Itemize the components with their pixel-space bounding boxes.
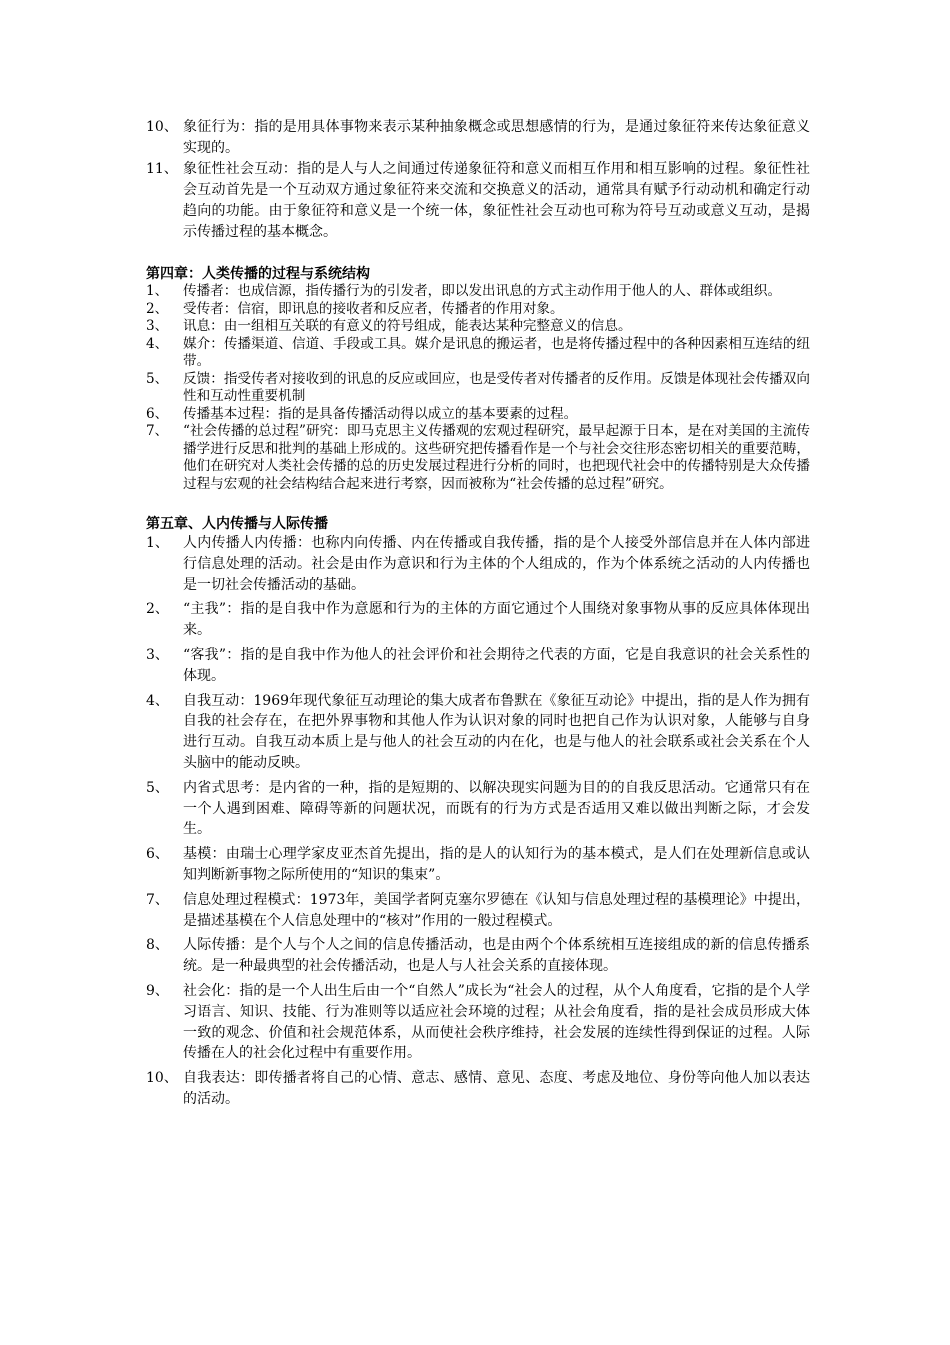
item-number: 1、 bbox=[146, 535, 169, 551]
list-item bbox=[146, 423, 810, 493]
item-text: 人际传播：是个人与个人之间的信息传播活动，也是由两个个体系统相互连接组成的新的信息传播系统。是一种最典型的社会传播活动，也是人与人社会关系的直接体现。 bbox=[183, 937, 810, 975]
item-text: 媒介：传播渠道、信道、手段或工具。媒介是讯息的搬运者，也是将传播过程中的各种因素相互连结的纽带。 bbox=[183, 335, 810, 369]
item-number: 5、 bbox=[146, 370, 169, 387]
list-item bbox=[146, 645, 810, 687]
item-text: 社会化：指的是一个人出生后由一个“自然人”成长为“社会人的过程，从个人角度看，它指的是个人学习语言、知识、技能、行为准则等以适应社会环境的过程；从社会角度看，指的是社会成员形成大体一致的观念、价值和社会规范体系，从而使社会秩序维持，社会发展的连续性得到保证的过程。人际传播在人的社会化过程中有重要作用。 bbox=[183, 982, 810, 1062]
item-number: 7、 bbox=[146, 891, 169, 908]
list-item bbox=[146, 1068, 810, 1110]
list-item bbox=[146, 890, 810, 932]
list-item bbox=[146, 844, 810, 886]
list-item bbox=[146, 935, 810, 977]
item-number: 7、 bbox=[146, 423, 169, 439]
item-number: 8、 bbox=[146, 937, 169, 954]
item-text: 象征行为：指的是用具体事物来表示某种抽象概念或思想感情的行为，是通过象征符来传达象征意义实现的。 bbox=[183, 119, 810, 156]
item-text: 传播基本过程：指的是具备传播活动得以成立的基本要素的过程。 bbox=[183, 405, 578, 422]
item-number: 3、 bbox=[146, 318, 169, 334]
item-number: 5、 bbox=[146, 779, 169, 796]
section-chapter-4 bbox=[146, 265, 810, 493]
item-number: 2、 bbox=[146, 300, 169, 317]
list-item bbox=[146, 691, 810, 774]
item-text: “社会传播的总过程”研究：即马克思主义传播观的宏观过程研究，最早起源于日本，是在对美国的主流传播学进行反思和批判的基础上形成的。这些研究把传播看作是一个与社会交往形态密切相关的重要范畴，他们在研究对人类社会传播的总的历史发展过程进行分析的同时，也把现代社会中的传播特别是大众传播过程与宏观的社会结构结合起来进行考察，因而被称为“社会传播的总过程”研究。 bbox=[183, 423, 810, 492]
chapter-heading: 第四章：人类传播的过程与系统结构 bbox=[146, 266, 370, 282]
list-item bbox=[146, 301, 810, 319]
item-text: 自我互动：1969年现代象征互动理论的集大成者布鲁默在《象征互动论》中提出，指的是人作为拥有自我的社会存在，在把外界事物和其他人作为认识对象的同时也把自己作为认识对象，人能够与自身进行互动。自我互动本质上是与他人的社会互动的内在化，也是与他人的社会联系或社会关系在个人头脑中的能动反映。 bbox=[183, 692, 810, 771]
list-item bbox=[146, 406, 810, 424]
item-number: 4、 bbox=[146, 692, 169, 709]
document-body bbox=[146, 117, 810, 1110]
list-item bbox=[146, 981, 810, 1064]
item-text: 受传者：信宿，即讯息的接收者和反应者，传播者的作用对象。 bbox=[183, 300, 564, 317]
list-item bbox=[146, 318, 810, 336]
item-number: 10、 bbox=[146, 1070, 178, 1087]
item-text: 象征性社会互动：指的是人与人之间通过传递象征符和意义而相互作用和相互影响的过程。象征性社会互动首先是一个互动双方通过象征符来交流和交换意义的活动，通常具有赋予行动动机和确定行动趋向的功能。由于象征符和意义是一个统一体，象征性社会互动也可称为符号互动或意义互动，是揭示传播过程的基本概念。 bbox=[183, 161, 810, 240]
section-chapter-5 bbox=[146, 515, 810, 1110]
item-text: 自我表达：即传播者将自己的心情、意志、感情、意见、态度、考虑及地位、身份等向他人加以表达的活动。 bbox=[183, 1070, 810, 1107]
item-text: 传播者：也成信源，指传播行为的引发者，即以发出讯息的方式主动作用于他人的人、群体或组织。 bbox=[183, 283, 782, 299]
list-item bbox=[146, 778, 810, 840]
item-text: 人内传播人内传播：也称内向传播、内在传播或自我传播，指的是个人接受外部信息并在人体内部进行信息处理的活动。社会是由作为意识和行为主体的个人组成的，作为个体系统之活动的人内传播也是一切社会传播活动的基础。 bbox=[183, 535, 810, 593]
item-number: 1、 bbox=[146, 283, 169, 299]
list-item bbox=[146, 336, 810, 371]
item-number: 2、 bbox=[146, 601, 169, 618]
item-text: 内省式思考：是内省的一种，指的是短期的、以解决现实问题为目的的自我反思活动。它通常只有在一个人遇到困难、障碍等新的问题状况，而既有的行为方式是否适用又难以做出判断之际，才会发生。 bbox=[183, 779, 810, 838]
list-item bbox=[146, 599, 810, 641]
item-number: 11、 bbox=[146, 161, 178, 177]
item-text: 反馈：指受传者对接收到的讯息的反应或回应，也是受传者对传播者的反作用。反馈是体现社会传播双向性和互动性重要机制 bbox=[183, 370, 810, 404]
item-number: 10、 bbox=[146, 119, 178, 135]
item-number: 4、 bbox=[146, 335, 169, 352]
list-item bbox=[146, 533, 810, 595]
item-text: 基模：由瑞士心理学家皮亚杰首先提出，指的是人的认知行为的基本模式，是人们在处理新信息或认知判断新事物之际所使用的“知识的集束”。 bbox=[183, 846, 810, 883]
item-text: 讯息：由一组相互关联的有意义的符号组成，能表达某种完整意义的信息。 bbox=[183, 318, 632, 334]
item-number: 6、 bbox=[146, 405, 169, 422]
list-item bbox=[146, 371, 810, 406]
item-number: 6、 bbox=[146, 846, 169, 863]
item-text: “客我”：指的是自我中作为他人的社会评价和社会期待之代表的方面，它是自我意识的社会关系性的体现。 bbox=[183, 646, 810, 684]
section-chapter-3-continued bbox=[146, 117, 810, 243]
item-number: 3、 bbox=[146, 646, 169, 663]
item-text: 信息处理过程模式：1973年，美国学者阿克塞尔罗德在《认知与信息处理过程的基模理论》中提出，是描述基模在个人信息处理中的“核对”作用的一般过程模式。 bbox=[183, 891, 810, 929]
list-item bbox=[146, 159, 810, 243]
item-text: “主我”：指的是自我中作为意愿和行为的主体的方面它通过个人围绕对象事物从事的反应具体体现出来。 bbox=[183, 601, 810, 639]
item-number: 9、 bbox=[146, 982, 169, 999]
list-item bbox=[146, 117, 810, 159]
chapter-heading: 第五章、人内传播与人际传播 bbox=[146, 516, 328, 532]
list-item bbox=[146, 283, 810, 301]
